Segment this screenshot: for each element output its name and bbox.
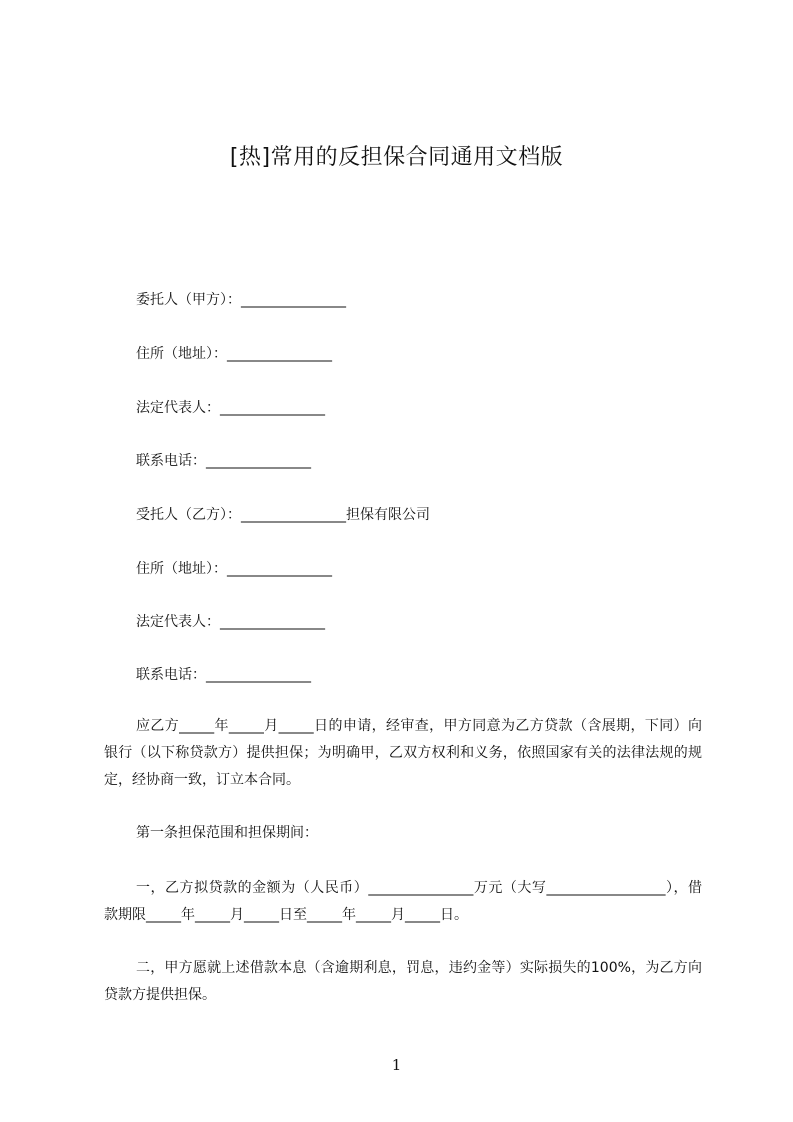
principal-field: 委托人（甲方）：_______________ — [136, 292, 346, 308]
trustee-legal-representative-field: 法定代表人：_______________ — [136, 614, 325, 630]
principal-address-field: 住所（地址）：_______________ — [136, 346, 332, 362]
section-heading: 第一条担保范围和担保期间： — [136, 825, 318, 841]
document-title: [热]常用的反担保合同通用文档版 — [229, 145, 564, 170]
trustee-field: 受托人（乙方）：_______________担保有限公司 — [136, 507, 430, 523]
clause-one-paragraph: 一，乙方拟贷款的金额为（人民币）_______________万元（大写_________________），借款期限_____年_____月_____日至_____年_____月_____日。 — [104, 880, 702, 923]
principal-phone-field: 联系电话：_______________ — [136, 453, 311, 469]
trustee-address-field: 住所（地址）：_______________ — [136, 561, 332, 577]
page-number: 1 — [391, 1056, 402, 1074]
clause-two-paragraph: 二，甲方愿就上述借款本息（含逾期利息，罚息，违约金等）实际损失的100%，为乙方向贷款方提供担保。 — [104, 960, 702, 1003]
contract-preamble-paragraph: 应乙方_____年_____月_____日的申请，经审查，甲方同意为乙方贷款（含展期，下同）向银行（以下称贷款方）提供担保；为明确甲，乙双方权利和义务，依照国家有关的法律法规的规定，经协商一致，订立本合同。 — [104, 718, 702, 788]
trustee-phone-field: 联系电话：_______________ — [136, 667, 311, 683]
principal-legal-representative-field: 法定代表人：_______________ — [136, 400, 325, 416]
